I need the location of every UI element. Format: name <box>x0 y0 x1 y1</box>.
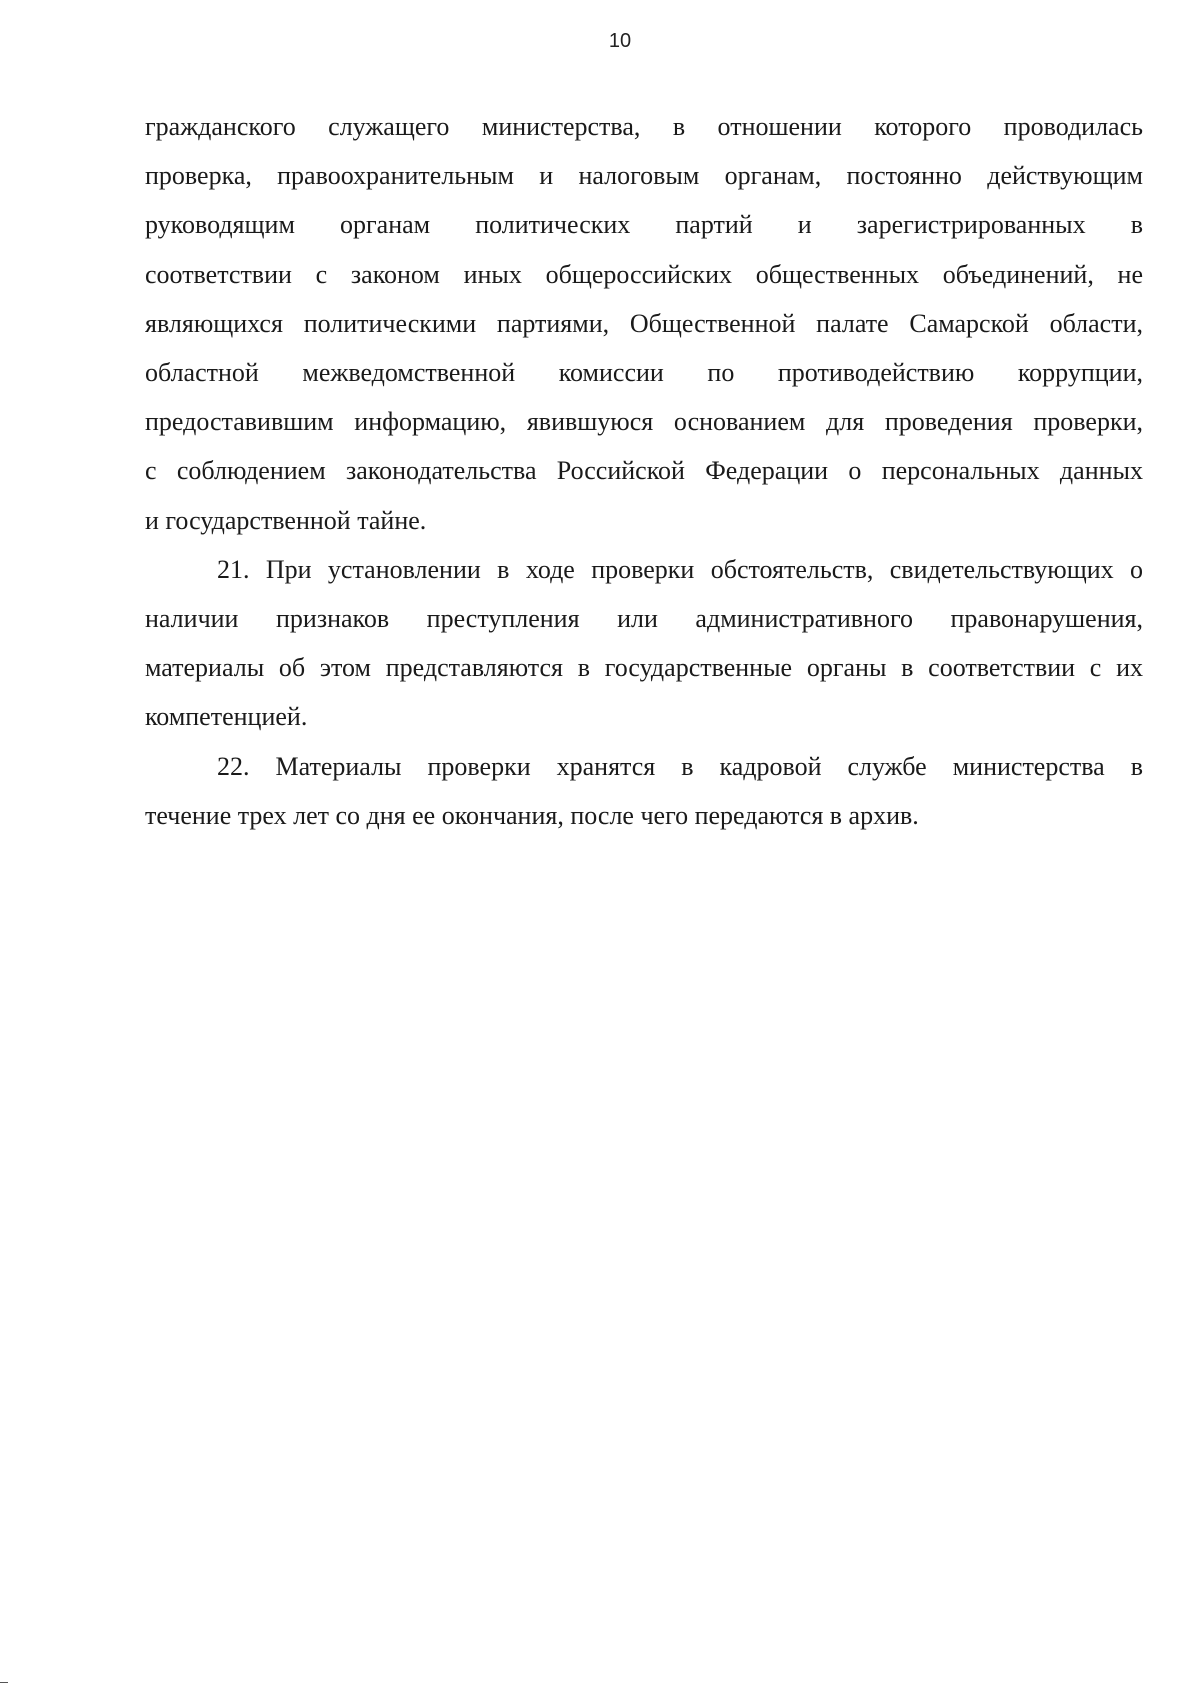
text-line: материалы об этом представляются в государственные органы в соответствии с их <box>145 653 1143 683</box>
text-line: предоставившим информацию, явившуюся основанием для проведения проверки, <box>145 407 1143 437</box>
text-line: наличии признаков преступления или административного правонарушения, <box>145 604 1143 634</box>
text-line: соответствии с законом иных общероссийских общественных объединений, не <box>145 259 1143 289</box>
paragraph-22 <box>145 742 1143 840</box>
text-line: компетенцией. <box>145 702 308 732</box>
paragraph-continuation <box>145 102 1143 545</box>
text-line: проверка, правоохранительным и налоговым органам, постоянно действующим <box>145 161 1143 191</box>
text-line: гражданского служащего министерства, в отношении которого проводилась <box>145 112 1143 141</box>
document-body <box>145 102 1143 840</box>
text-line: с соблюдением законодательства Российской Федерации о персональных данных <box>145 456 1143 486</box>
page-number: 10 <box>608 30 632 52</box>
text-line: областной межведомственной комиссии по противодействию коррупции, <box>145 358 1143 388</box>
text-line: руководящим органам политических партий и зарегистрированных в <box>145 210 1143 240</box>
text-line: 21. При установлении в ходе проверки обстоятельств, свидетельствующих о <box>217 554 1143 584</box>
text-line: и государственной тайне. <box>145 505 427 535</box>
text-line: течение трех лет со дня ее окончания, после чего передаются в архив. <box>145 800 919 830</box>
scan-edge-mark <box>0 1682 8 1683</box>
text-line: являющихся политическими партиями, Общественной палате Самарской области, <box>145 308 1143 338</box>
paragraph-21 <box>145 545 1143 742</box>
text-line: 22. Материалы проверки хранятся в кадровой службе министерства в <box>217 751 1143 781</box>
